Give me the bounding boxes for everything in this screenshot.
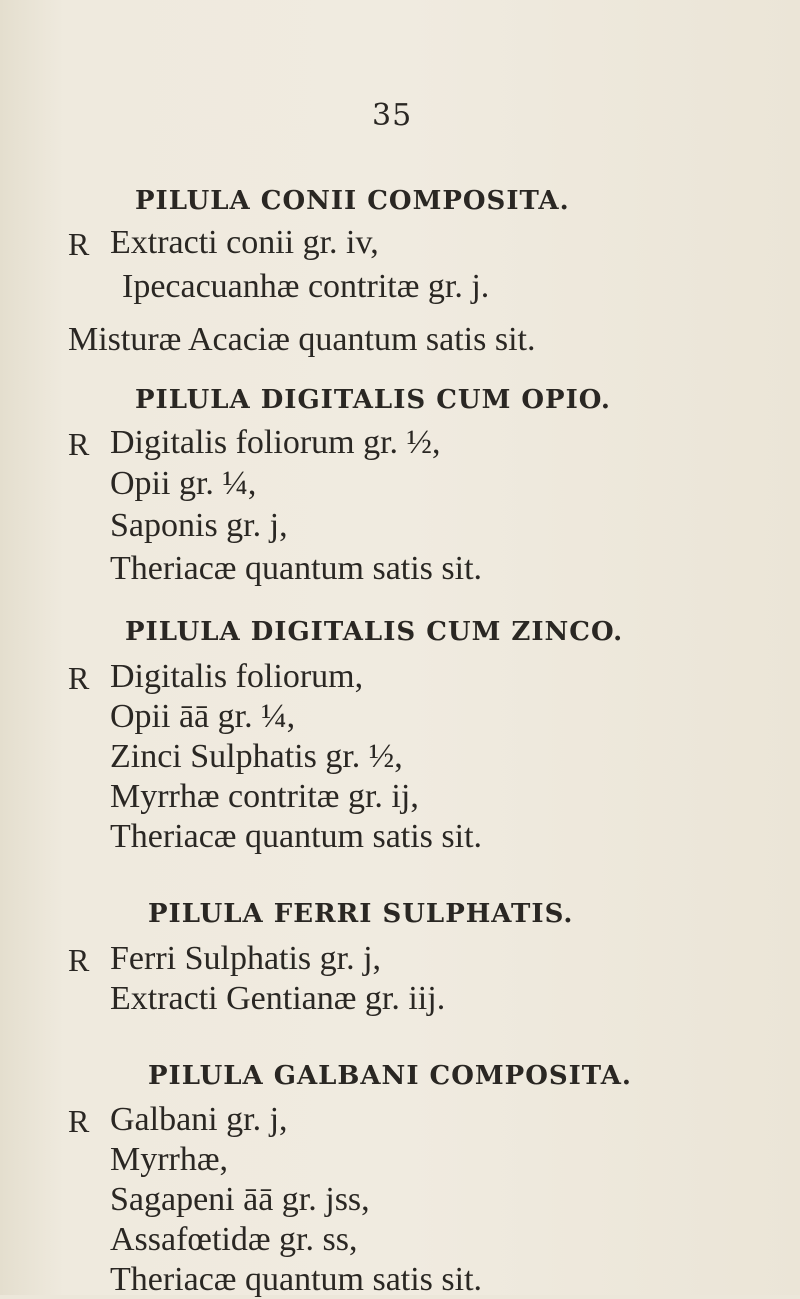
ingredient-line: Opii āā gr. ¼, <box>110 698 296 735</box>
ingredient-line: Theriacæ quantum satis sit. <box>110 1261 483 1298</box>
ingredient-line: Myrrhæ, <box>110 1141 229 1178</box>
ingredient-line: Ferri Sulphatis gr. j, <box>110 940 382 977</box>
section-title: PILULA GALBANI COMPOSITA. <box>148 1061 632 1091</box>
page-number: 35 <box>372 98 413 133</box>
ingredient-line: Assafœtidæ gr. ss, <box>110 1221 358 1258</box>
ingredient-line: Sagapeni āā gr. jss, <box>110 1181 370 1218</box>
ingredient-line: Theriacæ quantum satis sit. <box>110 550 483 587</box>
rx-symbol: R <box>68 426 90 462</box>
rx-symbol: R <box>68 942 90 978</box>
section-title: PILULA CONII COMPOSITA. <box>135 186 570 216</box>
rx-symbol: R <box>68 1103 90 1139</box>
ingredient-line: Galbani gr. j, <box>110 1101 288 1138</box>
ingredient-line: Misturæ Acaciæ quantum satis sit. <box>68 321 536 358</box>
ingredient-line: Digitalis foliorum gr. ½, <box>110 424 441 461</box>
ingredient-line: Zinci Sulphatis gr. ½, <box>110 738 403 775</box>
rx-symbol: R <box>68 660 90 696</box>
rx-symbol: R <box>68 226 90 262</box>
section-title: PILULA FERRI SULPHATIS. <box>148 899 574 929</box>
ingredient-line: Theriacæ quantum satis sit. <box>110 818 483 855</box>
ingredient-line: Extracti Gentianæ gr. iij. <box>110 980 446 1017</box>
ingredient-line: Digitalis foliorum, <box>110 658 364 695</box>
ingredient-line: Myrrhæ contritæ gr. ij, <box>110 778 419 815</box>
section-title: PILULA DIGITALIS CUM ZINCO. <box>125 617 624 647</box>
ingredient-line: Saponis gr. j, <box>110 507 288 544</box>
ingredient-line: Opii gr. ¼, <box>110 465 257 502</box>
ingredient-line: Extracti conii gr. iv, <box>110 224 379 261</box>
ingredient-line: Ipecacuanhæ contritæ gr. j. <box>122 268 490 305</box>
section-title: PILULA DIGITALIS CUM OPIO. <box>135 385 611 415</box>
